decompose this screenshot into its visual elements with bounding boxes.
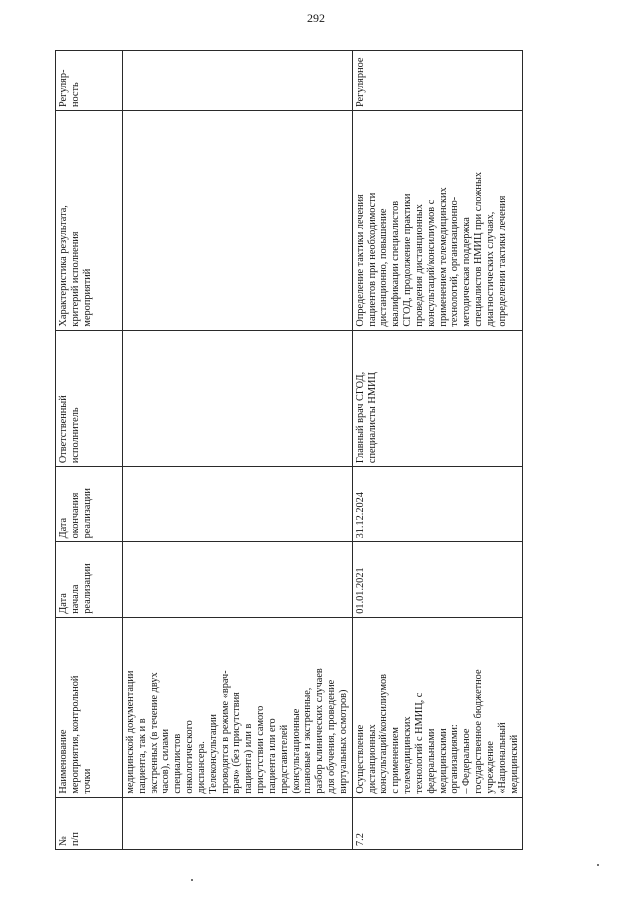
table-row [352, 51, 523, 850]
cell-end: 31.12.2024 [352, 467, 523, 542]
header-result: Характеристика результата, критерий исполнения мероприятий [56, 111, 123, 331]
header-end-date: Дата окончания реализации [56, 467, 123, 542]
cell-responsible: Главный врач СГОД, специалисты НМИЦ [352, 330, 523, 467]
scan-speck [191, 879, 193, 881]
cell-start: 01.01.2021 [352, 542, 523, 617]
table-row [123, 51, 353, 850]
rotated-table-container [55, 50, 520, 850]
cell-num: 7.2 [352, 797, 523, 849]
cell-responsible [123, 330, 353, 467]
header-responsible: Ответственный исполнитель [56, 330, 123, 467]
scan-speck [597, 864, 599, 866]
cell-name: медицинской документации пациента, так и в экстренных (в течение двух часов), силами специалистов онкологического диспансера. Телеконсультации проводятся в режиме «врач- врач» (без присутствия пациента) или в присутствии самого пациента или его представителей (консультационные плановые и экстренные, разбор клинических случаев для обучения, проведение виртуальных осмотров) [123, 617, 353, 797]
cell-regularity [123, 51, 353, 111]
cell-regularity: Регулярное [352, 51, 523, 111]
cell-result [123, 111, 353, 331]
header-start-date: Дата начала реализации [56, 542, 123, 617]
cell-end [123, 467, 353, 542]
cell-start [123, 542, 353, 617]
table-header-row [56, 51, 123, 850]
header-regularity: Регуляр- ность [56, 51, 123, 111]
plan-table [55, 50, 523, 850]
page-number: 292 [307, 11, 325, 25]
cell-num [123, 797, 353, 849]
header-name: Наименование мероприятия, контрольной точки [56, 617, 123, 797]
cell-name: Осуществление дистанционных консультаций/консилиумов с применением телемедицинских технологий с НМИЦ, с федеральными медицинскими организациями: – Федеральное государственное бюджетное учреждение «Национальный медицинский [352, 617, 523, 797]
header-num: № п/п [56, 797, 123, 849]
cell-result: Определение тактики лечения пациентов при необходимости дистанционно, повышение квалификации специалистов СГОД, продолжение практики проведения дистанционных консультаций/консилиумов с применением телемедицинских технологий, организационно- методическая поддержка специалистов НМИЦ при сложных диагностических случаях, определении тактики лечения [352, 111, 523, 331]
